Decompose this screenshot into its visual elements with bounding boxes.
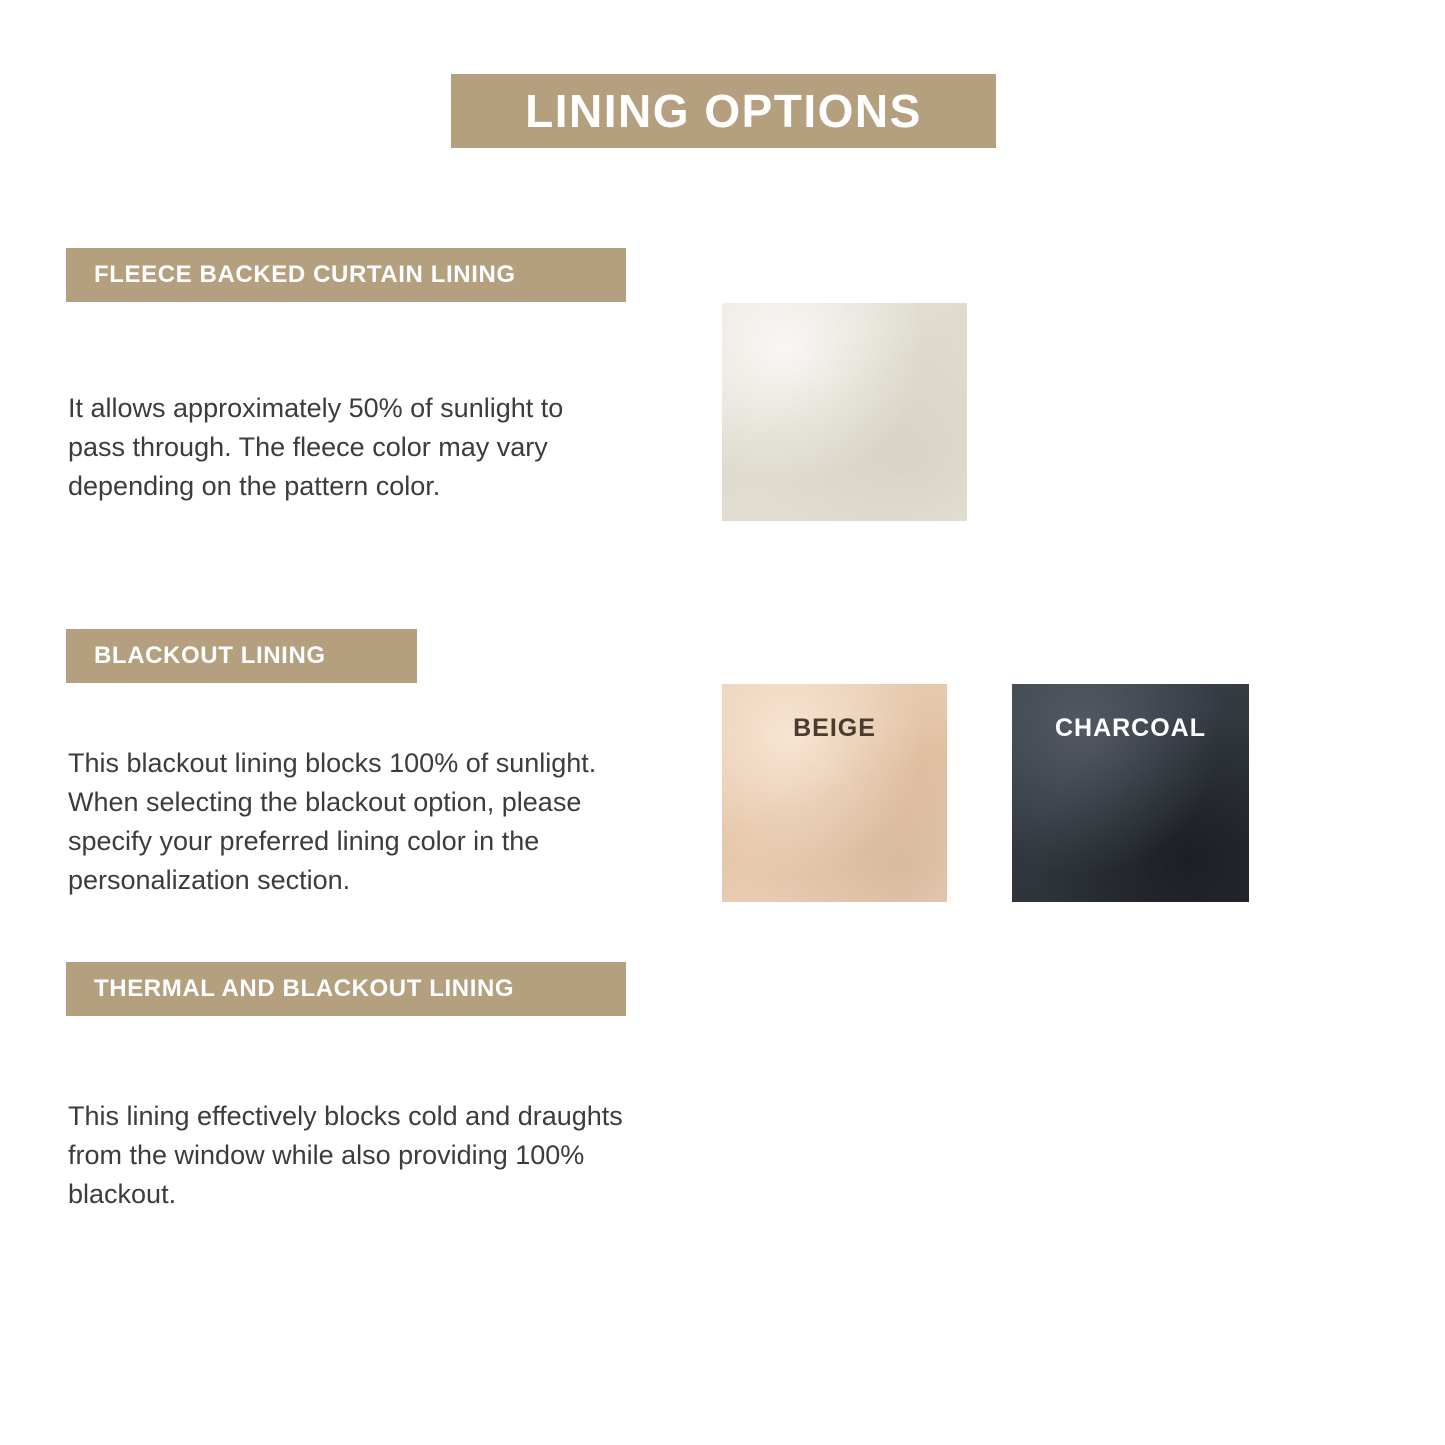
section-header-label: BLACKOUT LINING — [94, 642, 326, 669]
section-header-blackout — [66, 629, 417, 683]
charcoal-swatch-label: CHARCOAL — [1054, 714, 1207, 742]
section-header-label: THERMAL AND BLACKOUT LINING — [94, 975, 515, 1002]
page-title-banner — [451, 74, 996, 148]
beige-swatch — [722, 684, 947, 902]
section-header-fleece — [66, 248, 626, 302]
section-header-label: FLEECE BACKED CURTAIN LINING — [94, 261, 516, 288]
section-body-fleece: It allows approximately 50% of sunlight to pass through. The fleece color may vary depending on the pattern color. — [68, 393, 564, 502]
fleece-swatch — [722, 303, 967, 521]
charcoal-swatch — [1012, 684, 1249, 902]
section-body-blackout: This blackout lining blocks 100% of sunlight. When selecting the blackout option, please specify your preferred lining color in the personalization section. — [68, 748, 597, 896]
beige-swatch-label: BEIGE — [793, 714, 876, 742]
thermal-swatch — [722, 1022, 972, 1240]
section-body-thermal: This lining effectively blocks cold and draughts from the window while also providing 100% blackout. — [68, 1101, 623, 1210]
section-header-thermal — [66, 962, 626, 1016]
page-title: LINING OPTIONS — [525, 85, 922, 137]
